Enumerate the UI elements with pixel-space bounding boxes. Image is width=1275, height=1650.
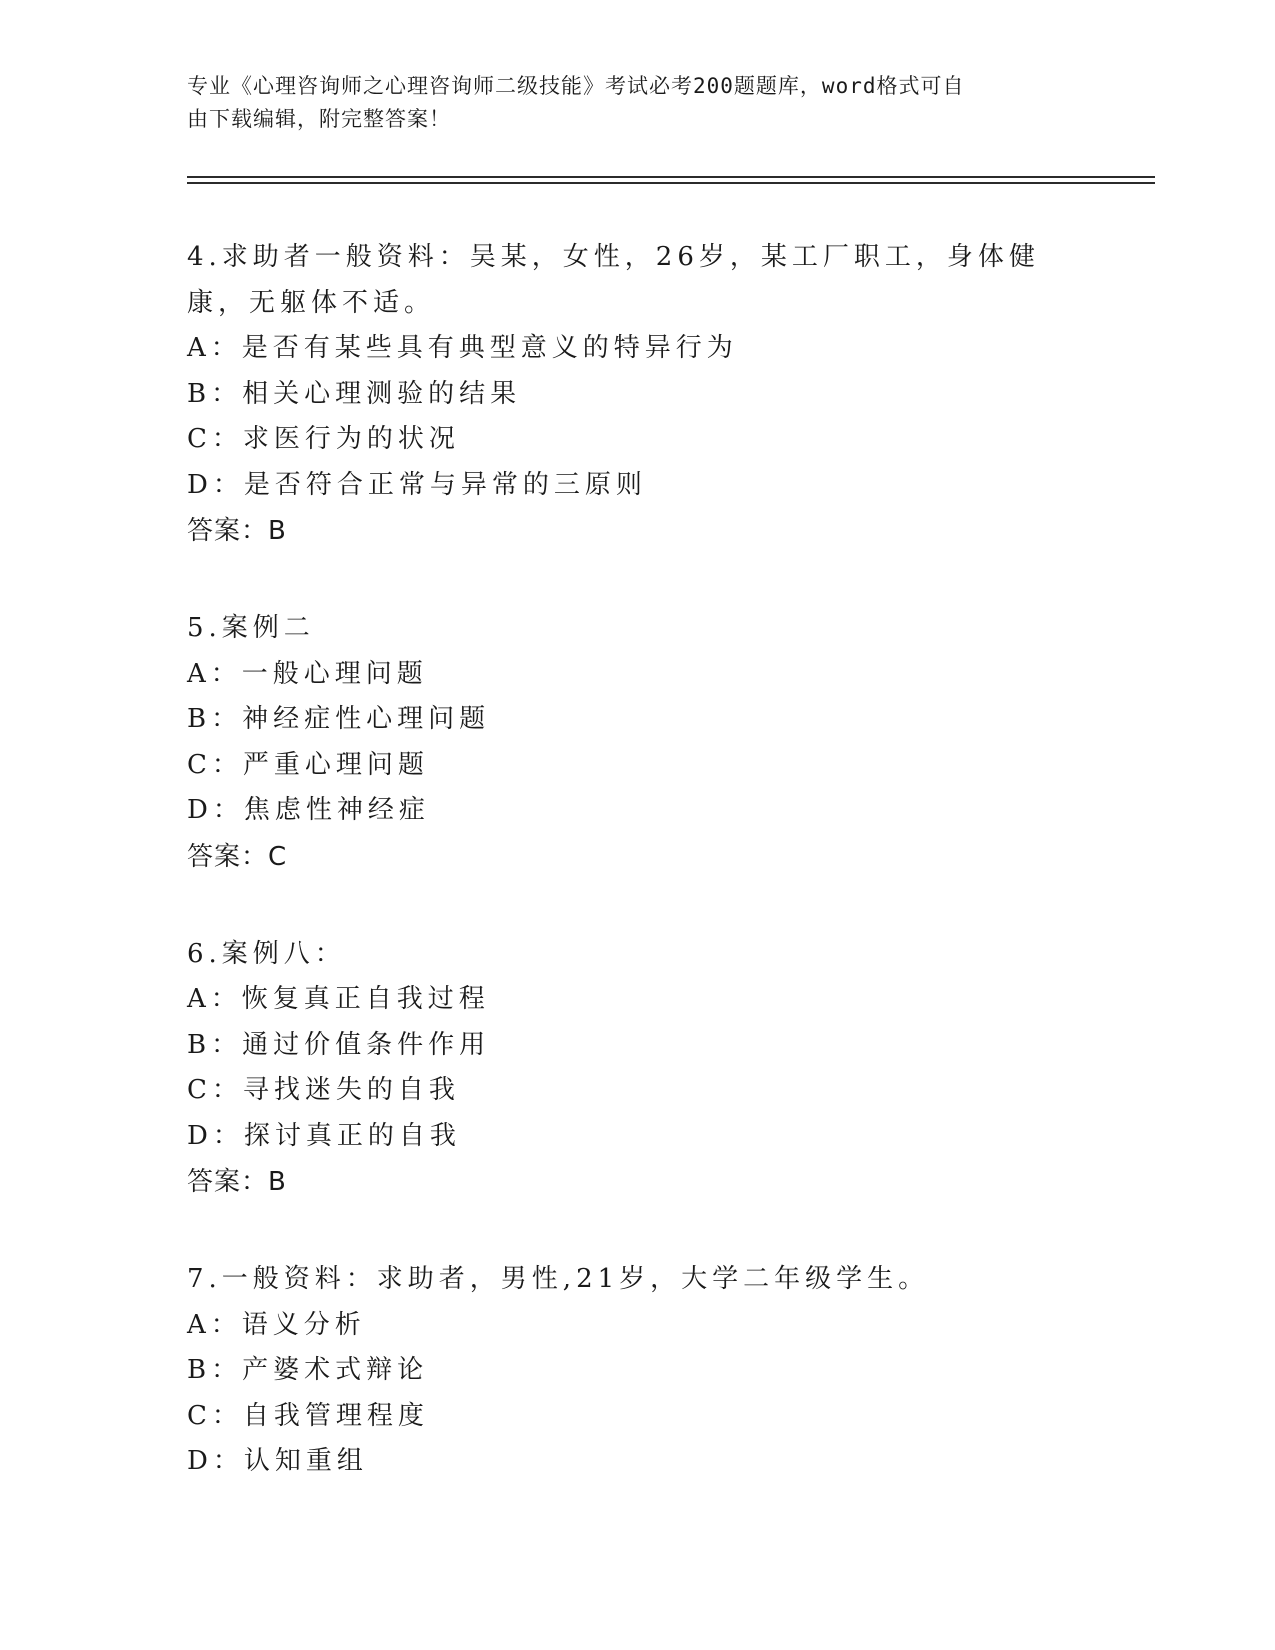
option-c: C：自我管理程度 <box>187 1400 429 1431</box>
header-divider-bottom <box>187 182 1155 184</box>
option-b: B：神经症性心理问题 <box>187 704 491 734</box>
option-a: A：一般心理问题 <box>187 658 428 689</box>
question-7 <box>187 1257 1087 1485</box>
option-c: C：寻找迷失的自我 <box>187 1075 460 1105</box>
option-a: A：是否有某些具有典型意义的特异行为 <box>187 333 738 363</box>
question-stem: 4.求助者一般资料：吴某，女性，26岁，某工厂职工，身体健康，无躯体不适。 <box>187 242 1040 318</box>
question-stem: 7.一般资料：求助者，男性,21岁，大学二年级学生。 <box>187 1264 930 1294</box>
answer-line: 答案：C <box>187 841 288 872</box>
question-6 <box>187 932 1087 1206</box>
option-c: C：严重心理问题 <box>187 749 429 780</box>
option-b: B：通过价值条件作用 <box>187 1029 491 1060</box>
option-c: C：求医行为的状况 <box>187 424 460 454</box>
question-5 <box>187 606 1087 880</box>
document-header <box>187 70 1067 136</box>
option-d: D：探讨真正的自我 <box>187 1120 461 1151</box>
option-d: D：是否符合正常与异常的三原则 <box>187 469 647 500</box>
question-stem: 5.案例二 <box>187 613 315 643</box>
option-b: B：相关心理测验的结果 <box>187 378 522 409</box>
header-line-2: 由下载编辑，附完整答案！ <box>187 107 451 131</box>
question-4 <box>187 235 1087 554</box>
header-line-1: 专业《心理咨询师之心理咨询师二级技能》考试必考200题题库，word格式可自 <box>187 74 965 98</box>
answer-line: 答案：B <box>187 1167 287 1197</box>
option-b: B：产婆术式辩论 <box>187 1355 429 1385</box>
option-a: A：语义分析 <box>187 1309 366 1340</box>
question-list <box>187 235 1087 1537</box>
question-stem: 6.案例八： <box>187 938 346 969</box>
option-d: D：焦虑性神经症 <box>187 795 430 825</box>
answer-line: 答案：B <box>187 516 287 546</box>
header-divider-top <box>187 176 1155 178</box>
option-a: A：恢复真正自我过程 <box>187 984 490 1014</box>
option-d: D：认知重组 <box>187 1446 368 1476</box>
